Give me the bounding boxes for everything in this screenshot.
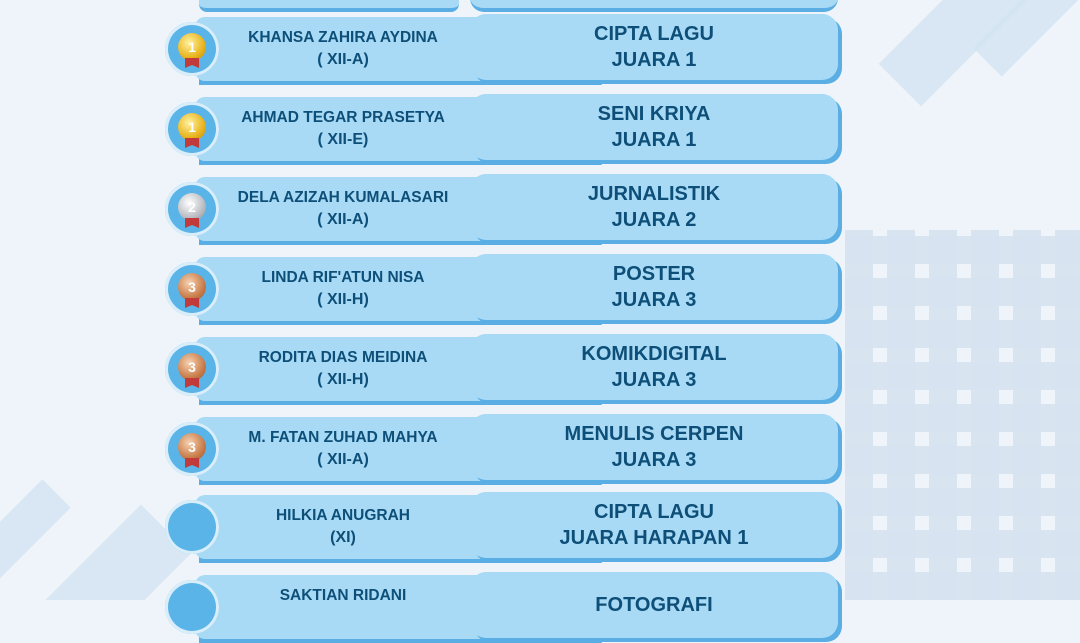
award-event: CIPTA LAGU bbox=[594, 23, 714, 45]
bg-grid bbox=[845, 230, 1080, 600]
ribbon-icon bbox=[185, 298, 199, 308]
partial-name-tag bbox=[199, 0, 459, 12]
award-row bbox=[165, 414, 845, 484]
award-row bbox=[165, 492, 845, 562]
medal-disc: 1 bbox=[178, 113, 206, 141]
medal-disc: 3 bbox=[178, 433, 206, 461]
medal-disc: 3 bbox=[178, 353, 206, 381]
medal-icon bbox=[165, 422, 219, 476]
award-box bbox=[470, 14, 842, 84]
award-box bbox=[470, 572, 842, 642]
student-class: (XI) bbox=[330, 529, 356, 546]
ribbon-icon bbox=[185, 58, 199, 68]
medal-icon bbox=[165, 580, 219, 634]
award-rank: JUARA 3 bbox=[611, 369, 697, 391]
ribbon-icon bbox=[185, 458, 199, 468]
ribbon-icon bbox=[185, 138, 199, 148]
award-box bbox=[470, 414, 842, 484]
student-class: ( XII-A) bbox=[317, 451, 369, 468]
student-name: LINDA RIF'ATUN NISA bbox=[261, 269, 425, 286]
award-row bbox=[165, 174, 845, 244]
award-box bbox=[470, 334, 842, 404]
award-event: FOTOGRAFI bbox=[595, 594, 713, 616]
award-event: KOMIKDIGITAL bbox=[581, 343, 727, 365]
award-rank: JUARA 2 bbox=[611, 209, 697, 231]
student-name: DELA AZIZAH KUMALASARI bbox=[237, 189, 449, 206]
award-box bbox=[470, 174, 842, 244]
ribbon-icon bbox=[185, 218, 199, 228]
student-name: SAKTIAN RIDANI bbox=[279, 587, 407, 604]
student-class: ( XII-A) bbox=[317, 211, 369, 228]
student-class: ( XII-H) bbox=[317, 371, 369, 388]
student-class: ( XII-H) bbox=[317, 291, 369, 308]
student-name: AHMAD TEGAR PRASETYA bbox=[241, 109, 445, 126]
ribbon-icon bbox=[185, 378, 199, 388]
award-rank: JUARA 3 bbox=[611, 289, 697, 311]
award-row bbox=[165, 94, 845, 164]
award-rank: JUARA HARAPAN 1 bbox=[559, 527, 749, 549]
award-box bbox=[470, 94, 842, 164]
award-row bbox=[165, 572, 845, 642]
award-event: CIPTA LAGU bbox=[594, 501, 714, 523]
student-class: ( XII-A) bbox=[317, 51, 369, 68]
medal-icon bbox=[165, 22, 219, 76]
medal-icon bbox=[165, 182, 219, 236]
award-row bbox=[165, 14, 845, 84]
medal-icon bbox=[165, 262, 219, 316]
award-event: SENI KRIYA bbox=[597, 103, 711, 125]
medal-icon bbox=[165, 500, 219, 554]
partial-award-box bbox=[470, 0, 838, 12]
bg-stripe bbox=[0, 479, 71, 600]
medal-icon bbox=[165, 102, 219, 156]
student-name: M. FATAN ZUHAD MAHYA bbox=[248, 429, 438, 446]
student-name: RODITA DIAS MEIDINA bbox=[258, 349, 428, 366]
medal-disc: 2 bbox=[178, 193, 206, 221]
award-event: POSTER bbox=[612, 263, 696, 285]
award-box bbox=[470, 492, 842, 562]
medal-icon bbox=[165, 342, 219, 396]
student-name: KHANSA ZAHIRA AYDINA bbox=[248, 29, 438, 46]
medal-disc: 1 bbox=[178, 33, 206, 61]
award-event: JURNALISTIK bbox=[587, 183, 721, 205]
award-rank: JUARA 1 bbox=[611, 49, 697, 71]
award-row bbox=[165, 334, 845, 404]
student-name: HILKIA ANUGRAH bbox=[275, 507, 411, 524]
award-box bbox=[470, 254, 842, 324]
award-rank: JUARA 1 bbox=[611, 129, 697, 151]
student-class: ( XII-E) bbox=[317, 131, 369, 148]
award-event: MENULIS CERPEN bbox=[564, 423, 744, 445]
award-row bbox=[165, 254, 845, 324]
medal-disc: 3 bbox=[178, 273, 206, 301]
award-rank: JUARA 3 bbox=[611, 449, 697, 471]
